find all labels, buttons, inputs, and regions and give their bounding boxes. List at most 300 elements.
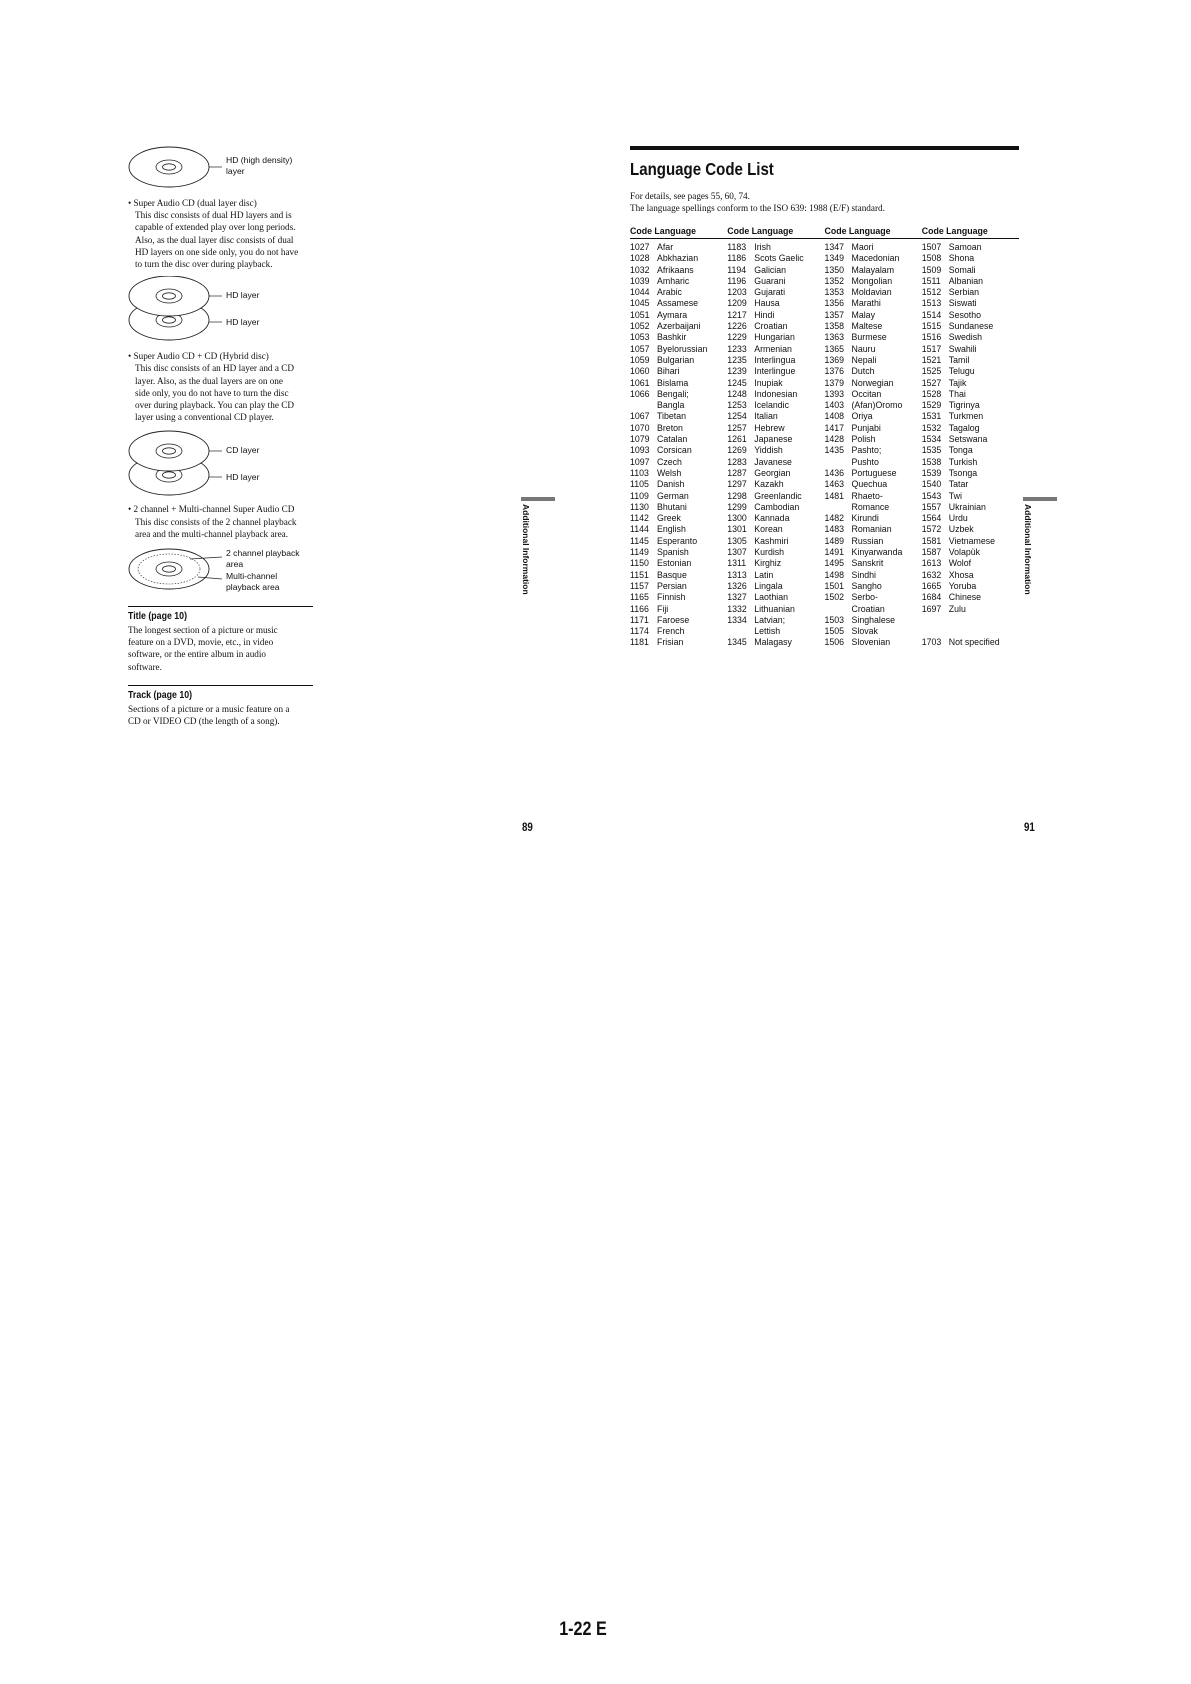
language-name: Fiji [657,603,669,614]
language-code: 1356 [824,298,845,309]
language-name: Korean [754,524,783,535]
language-name: Tonga [948,445,973,456]
language-entry [825,570,922,581]
language-entry [727,366,824,377]
language-code: 1217 [727,309,747,320]
language-code [825,502,852,513]
language-name: Portuguese [851,467,897,478]
left-page-content [128,145,313,727]
language-entry [630,445,727,456]
language-entry [825,321,922,332]
language-code: 1283 [727,456,747,467]
language-entry [922,378,1019,389]
language-name: Serbo- [851,592,878,603]
language-name: Hebrew [754,422,785,433]
language-name: Maltese [851,321,883,332]
language-entry [727,615,824,626]
language-name: Breton [657,422,683,433]
language-entry [922,513,1019,524]
language-code: 1514 [921,309,942,320]
table-header-row [630,226,1019,239]
language-entry [922,276,1019,287]
bullet-heading: • 2 channel + Multi-channel Super Audio CD [128,504,295,515]
language-entry [630,547,727,558]
language-entry [630,604,727,615]
disc-illustration [128,276,313,346]
language-name: Esperanto [657,535,698,546]
callout-line: HD (high density) [226,155,293,165]
language-entry [630,298,727,309]
language-code: 1093 [630,445,650,456]
language-code: 1503 [824,614,845,625]
language-entry [825,581,922,592]
language-code: 1513 [921,298,942,309]
language-name: Basque [657,569,687,580]
section-header [630,146,1019,180]
language-code: 1376 [824,366,845,377]
language-name: Bashkir [657,332,687,343]
language-name: Turkish [948,456,978,467]
language-entry [630,626,727,637]
language-entry [727,558,824,569]
language-name: German [657,490,689,501]
language-name: Shona [948,253,975,264]
language-name: Croatian [754,321,788,332]
language-entry [727,502,824,513]
language-name: Bulgarian [657,354,695,365]
language-code: 1435 [824,445,845,456]
language-entry [825,344,922,355]
language-code: 1045 [630,298,650,309]
language-entry [630,592,727,603]
language-entry [630,457,727,468]
language-code: 1326 [727,580,747,591]
language-code: 1103 [630,467,649,478]
multichannel-callout [226,571,280,592]
language-code: 1196 [727,275,747,286]
language-name: Byelorussian [657,343,708,354]
language-code: 1481 [824,490,845,501]
language-code: 1166 [630,603,649,614]
language-name: Catalan [657,434,688,445]
language-entry [825,615,922,626]
language-name: Urdu [948,513,968,524]
language-name: Armenian [754,343,792,354]
language-name: Lettish [754,626,781,637]
language-entry [825,276,922,287]
language-code: 1532 [921,422,942,433]
language-name: Latvian; [754,614,786,625]
language-entry [727,445,824,456]
language-name: Telugu [948,366,975,377]
term-heading-title: Title (page 10) [128,611,188,623]
side-tab-label: Additional Information [521,504,531,595]
language-name: Gujarati [754,287,786,298]
language-name: Bengali; [657,388,689,399]
language-name: Swedish [948,332,983,343]
code-column [825,242,922,649]
language-name: Uzbek [948,524,974,535]
term-line: software. [128,661,162,672]
language-name: Javanese [754,456,792,467]
language-entry [825,242,922,253]
intro-text [630,190,885,214]
language-entry [825,253,922,264]
side-tab-label: Additional Information [1023,504,1033,595]
language-name: Swahili [948,343,977,354]
table-spacer [922,615,1019,626]
language-entry [727,321,824,332]
language-name: Sesotho [948,309,982,320]
language-entry [825,378,922,389]
language-name: Scots Gaelic [754,253,804,264]
language-code: 1061 [630,377,650,388]
language-name: Marathi [851,298,881,309]
language-entry [630,581,727,592]
language-code: 1067 [630,411,650,422]
language-name: Bangla [657,400,685,411]
language-entry [922,253,1019,264]
language-code: 1269 [727,445,747,456]
language-name: Pushto [851,456,879,467]
callout-line: playback area [226,581,280,592]
language-code: 1684 [921,592,942,603]
bullet-heading: • Super Audio CD + CD (Hybrid disc) [128,351,269,362]
language-code: 1538 [921,456,942,467]
language-name: Czech [657,456,682,467]
language-name: Hungarian [754,332,795,343]
language-code: 1408 [824,411,845,422]
bullet-line: Also, as the dual layer disc consists of dual [135,234,294,245]
language-entry [727,265,824,276]
language-entry [922,491,1019,502]
language-name: Wolof [948,558,972,569]
language-name: Estonian [657,558,692,569]
code-column [630,242,727,649]
language-name: Lithuanian [754,603,795,614]
dual-hd-layer-diagram [128,276,313,346]
language-code: 1253 [727,400,747,411]
page-number: 89 [521,822,533,834]
term-line: software, or the entire album in audio [128,649,267,660]
language-code: 1307 [727,547,747,558]
language-code: 1313 [727,569,747,580]
language-name: Macedonian [851,253,900,264]
language-name: Samoan [948,242,982,252]
manual-page-footer: 1-22 E [559,1619,607,1640]
language-entry [922,457,1019,468]
language-name: Tajik [948,377,967,388]
language-entry [922,355,1019,366]
language-code: 1482 [824,513,845,524]
language-name: Kazakh [754,479,784,490]
language-code: 1489 [824,535,845,546]
language-code: 1581 [921,535,942,546]
language-entry [727,604,824,615]
language-entry [922,411,1019,422]
hd-layer-diagram [128,145,313,189]
language-entry [825,592,922,603]
language-code: 1183 [727,242,747,252]
language-code: 1028 [630,253,650,264]
language-code: 1298 [727,490,747,501]
language-code: 1181 [630,637,649,648]
language-name: Corsican [657,445,692,456]
intro-line: The language spellings conform to the ISO 639: 1988 (E/F) standard. [630,203,885,214]
term-line: feature on a DVD, movie, etc., in video [128,637,274,648]
language-name: Siswati [948,298,977,309]
language-entry [727,411,824,422]
language-entry [727,570,824,581]
language-name: Persian [657,580,687,591]
language-name: Not specified [948,637,1000,648]
language-name: Kurdish [754,547,785,558]
divider [128,606,313,607]
language-entry [922,389,1019,400]
code-column [727,242,824,649]
language-code [825,604,852,615]
language-entry [727,637,824,648]
language-code: 1463 [824,479,845,490]
language-entry [630,332,727,343]
language-code: 1572 [921,524,942,535]
language-entry [630,366,727,377]
language-name: Nepali [851,354,877,365]
language-code: 1287 [727,467,747,478]
language-code: 1543 [921,490,942,501]
bullet-line: capable of extended play over long periods. [135,222,296,233]
language-code: 1428 [824,434,845,445]
language-name: Inupiak [754,377,783,388]
language-code: 1300 [727,513,747,524]
language-entry [922,581,1019,592]
language-code: 1502 [824,592,845,603]
language-code: 1505 [824,626,845,637]
bullet-line: This disc consists of an HD layer and a CD [135,363,294,374]
term-body-track [128,703,313,727]
intro-line: For details, see pages 55, 60, 74. [630,191,750,201]
language-code: 1521 [921,354,942,365]
language-code: 1027 [630,242,650,252]
language-name: French [657,626,685,637]
language-name: Greenlandic [754,490,802,501]
language-entry [825,434,922,445]
language-code: 1417 [824,422,845,433]
language-name: Japanese [754,434,793,445]
language-entry [922,637,1019,648]
hd-density-callout [226,155,292,176]
language-code: 1495 [824,558,845,569]
language-entry [825,524,922,535]
language-code: 1261 [727,434,747,445]
language-name: Albanian [948,275,983,286]
language-entry [825,457,922,468]
language-name: Kinyarwanda [851,547,903,558]
language-name: Afar [657,242,674,252]
language-name: Hausa [754,298,780,309]
language-code: 1044 [630,287,650,298]
language-entry [922,287,1019,298]
language-code [825,457,852,468]
term-heading-track: Track (page 10) [128,689,193,701]
language-entry [630,389,727,400]
language-entry [825,265,922,276]
language-name: Sindhi [851,569,876,580]
callout-line: 2 channel playback [226,548,300,559]
language-name: Kirghiz [754,558,782,569]
language-name: Italian [754,411,778,422]
hd-layer-callout: HD layer [226,290,260,301]
language-entry [825,468,922,479]
bullet-heading: • Super Audio CD (dual layer disc) [128,198,257,208]
language-name: (Afan)Oromo [851,400,903,411]
side-tab-bar [1023,497,1057,501]
callout-line: area [226,558,244,569]
language-entry [727,468,824,479]
language-entry [922,400,1019,411]
language-code: 1257 [727,422,747,433]
language-name: Chinese [948,592,982,603]
language-entry [630,321,727,332]
language-code: 1149 [630,547,649,558]
language-entry [922,423,1019,434]
language-code: 1311 [727,558,747,569]
language-entry [922,604,1019,615]
language-entry [922,570,1019,581]
bullet-super-audio-cd-dual [128,197,313,270]
language-code: 1299 [727,501,747,512]
language-code: 1130 [630,501,649,512]
language-entry [727,389,824,400]
language-entry [922,558,1019,569]
bullet-line: area and the multi-channel playback area. [135,528,289,539]
language-name: Latin [754,569,774,580]
language-name: Tagalog [948,422,980,433]
language-code: 1059 [630,354,650,365]
language-code: 1515 [921,321,942,332]
language-entry [825,445,922,456]
bullet-multichannel-sacd [128,503,313,540]
language-code: 1363 [824,332,845,343]
language-name: Assamese [657,298,699,309]
language-code: 1097 [630,456,650,467]
language-entry [825,411,922,422]
language-entry [727,344,824,355]
language-code: 1508 [921,253,942,264]
language-code: 1194 [727,264,747,275]
multichannel-area-diagram [128,544,313,594]
language-name: Danish [657,479,685,490]
language-code: 1150 [630,558,649,569]
language-name: Amharic [657,275,690,286]
language-name: Sangho [851,580,882,591]
language-code: 1203 [727,287,747,298]
language-name: Malagasy [754,637,792,648]
language-name: Dutch [851,366,875,377]
language-code: 1052 [630,321,650,332]
language-code: 1517 [921,343,942,354]
language-code: 1332 [727,603,747,614]
language-entry [727,253,824,264]
language-entry [825,355,922,366]
language-code: 1157 [630,580,649,591]
language-name: Occitan [851,388,882,399]
language-name: Greek [657,513,681,524]
language-code: 1516 [921,332,942,343]
bullet-line: layer. Also, as the dual layers are on one [135,375,283,386]
divider [128,685,313,686]
language-entry [825,513,922,524]
hd-layer-callout: HD layer [226,472,260,483]
language-code: 1053 [630,332,650,343]
language-name: Turkmen [948,411,984,422]
language-name: Galician [754,264,787,275]
language-code: 1070 [630,422,650,433]
language-code: 1557 [921,501,942,512]
language-code: 1498 [824,569,845,580]
language-code: 1297 [727,479,747,490]
language-name: Irish [754,242,771,252]
language-code: 1535 [921,445,942,456]
language-name: Vietnamese [948,535,996,546]
language-entry [630,513,727,524]
language-code: 1145 [630,535,649,546]
language-code: 1233 [727,343,747,354]
language-code: 1209 [727,298,747,309]
language-name: Arabic [657,287,682,298]
language-name: Tibetan [657,411,687,422]
language-code: 1506 [824,637,845,648]
term-line: The longest section of a picture or music [128,625,278,636]
language-code: 1171 [630,614,649,625]
language-name: Thai [948,388,966,399]
language-name: Singhalese [851,614,896,625]
language-name: Serbian [948,287,980,298]
bullet-line: layer using a conventional CD player. [135,412,274,423]
language-code: 1226 [727,321,747,332]
language-name: Yoruba [948,580,977,591]
hd-layer-callout: HD layer [226,317,260,328]
language-entry [825,287,922,298]
language-code: 1491 [824,547,845,558]
language-name: Georgian [754,467,791,478]
language-name: Polish [851,434,876,445]
language-code: 1142 [630,513,649,524]
column-header: Code Language [921,226,988,236]
term-line: Sections of a picture or a music feature on a [128,703,290,714]
language-code: 1511 [921,275,941,286]
disc-illustration [128,427,313,499]
language-name: Slovak [851,626,878,637]
language-name: Cambodian [754,501,800,512]
language-name: Aymara [657,309,688,320]
language-name: Romance [851,501,890,512]
language-name: Faroese [657,614,690,625]
language-name: Spanish [657,547,689,558]
language-code: 1327 [727,592,747,603]
language-entry [922,547,1019,558]
bullet-super-audio-hybrid [128,350,313,423]
language-name: Tamil [948,354,970,365]
language-name: Somali [948,264,976,275]
language-entry [825,310,922,321]
bullet-line: side only, you do not have to turn the disc [135,387,289,398]
language-code: 1697 [921,603,942,614]
language-code: 1436 [824,467,845,478]
language-code: 1060 [630,366,650,377]
language-code: 1531 [921,411,942,422]
language-code: 1613 [921,558,942,569]
